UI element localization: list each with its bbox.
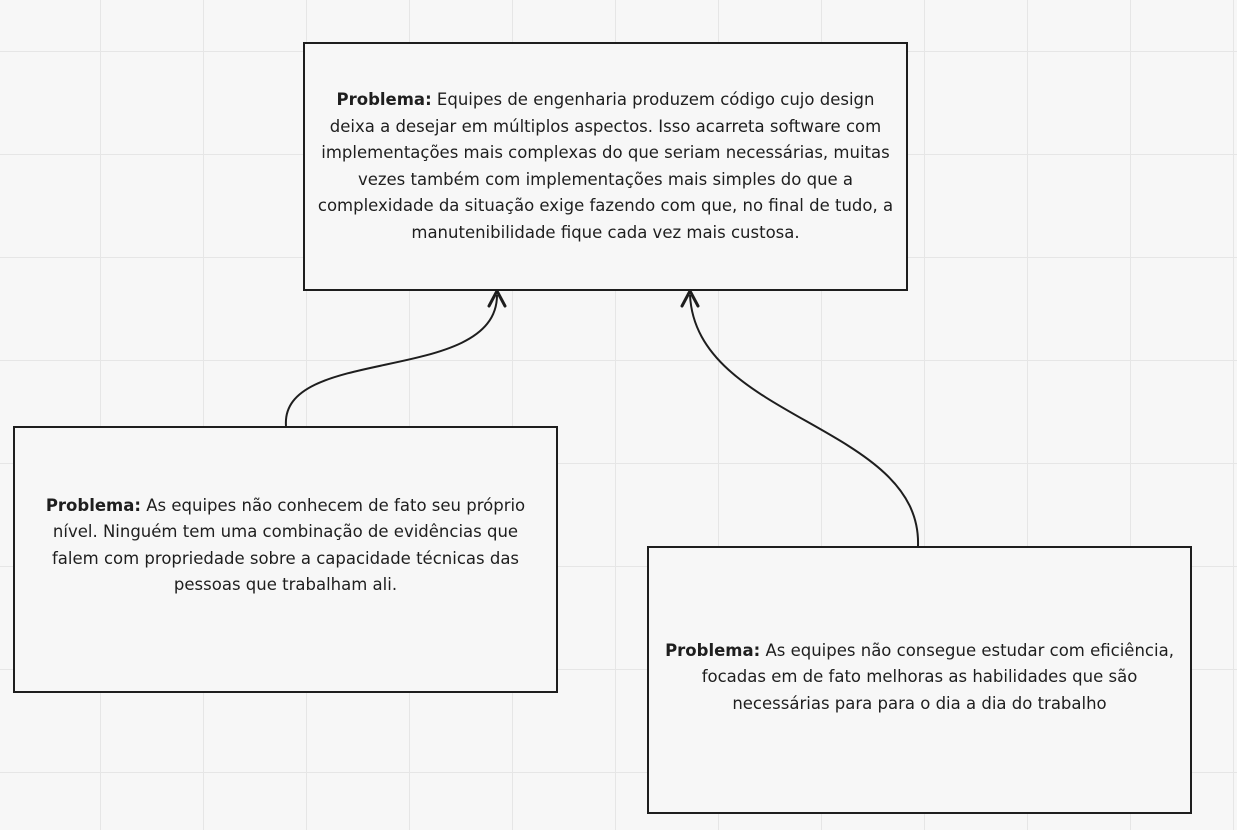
problem-card-right[interactable]: [647, 546, 1192, 814]
connector-left-to-top[interactable]: [286, 295, 497, 426]
problem-card-right-body: As equipes não consegue estudar com eficiência, focadas em de fato melhoras as habilidades que são necessárias para para o dia a dia do trabalho: [701, 640, 1174, 713]
connector-right-to-top[interactable]: [690, 295, 918, 546]
problem-card-left-label: Problema:: [45, 495, 141, 515]
problem-card-top-body: Equipes de engenharia produzem código cujo design deixa a desejar em múltiplos aspectos. Isso acarreta software com implementações mais complexas do que seriam necessárias, muitas vezes também com implementações mais simples do que a complexidade da situação exige fazendo com que, no final de tudo, a manutenibilidade fique cada vez mais custosa.: [317, 90, 894, 242]
problem-card-top-label: Problema:: [336, 90, 432, 109]
problem-card-top-text: [317, 87, 894, 246]
problem-card-left[interactable]: [13, 426, 558, 693]
problem-card-right-text: [661, 638, 1178, 718]
problem-card-right-label: Problema:: [665, 640, 761, 660]
problem-card-top[interactable]: [303, 42, 908, 291]
problem-card-left-text: [27, 493, 544, 599]
problem-card-left-body: As equipes não conhecem de fato seu próprio nível. Ninguém tem uma combinação de evidências que falem com propriedade sobre a capacidade técnicas das pessoas que trabalham ali.: [51, 495, 526, 594]
